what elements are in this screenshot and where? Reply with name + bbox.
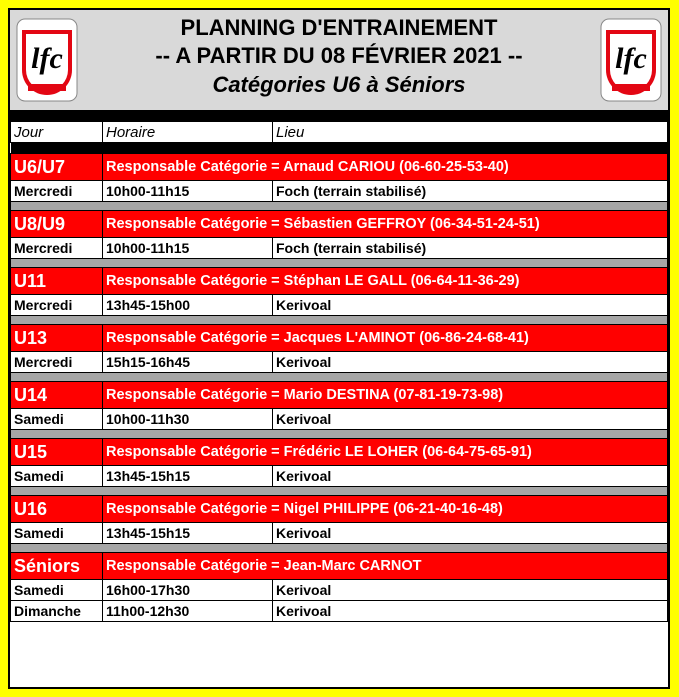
category-responsable: Responsable Catégorie = Jacques L'AMINOT (06-86-24-68-41) [103, 325, 668, 352]
club-logo-left-icon [16, 18, 78, 102]
session-day: Mercredi [11, 238, 103, 259]
schedule-table [10, 121, 668, 622]
svg-text:lfc: lfc [31, 42, 63, 75]
session-day: Mercredi [11, 181, 103, 202]
session-row [11, 352, 668, 373]
gray-separator [11, 373, 668, 382]
black-separator [11, 143, 668, 154]
category-code: U15 [11, 439, 103, 466]
column-header-day: Jour [11, 122, 103, 143]
session-place: Kerivoal [273, 580, 668, 601]
session-day: Mercredi [11, 295, 103, 316]
session-day: Samedi [11, 580, 103, 601]
gray-separator [11, 544, 668, 553]
category-responsable: Responsable Catégorie = Frédéric LE LOHER (06-64-75-65-91) [103, 439, 668, 466]
category-row [11, 154, 668, 181]
session-place: Foch (terrain stabilisé) [273, 238, 668, 259]
session-time: 10h00-11h30 [103, 409, 273, 430]
category-code: U16 [11, 496, 103, 523]
session-row [11, 466, 668, 487]
session-time: 13h45-15h15 [103, 466, 273, 487]
category-row [11, 211, 668, 238]
session-place: Kerivoal [273, 601, 668, 622]
session-day: Mercredi [11, 352, 103, 373]
session-place: Kerivoal [273, 295, 668, 316]
category-row [11, 496, 668, 523]
gray-separator [11, 487, 668, 496]
gray-separator [11, 259, 668, 268]
svg-text:lfc: lfc [615, 42, 647, 75]
session-row [11, 238, 668, 259]
session-place: Kerivoal [273, 352, 668, 373]
session-time: 11h00-12h30 [103, 601, 273, 622]
title-line-1: PLANNING D'ENTRAINEMENT [180, 15, 498, 40]
category-responsable: Responsable Catégorie = Stéphan LE GALL (06-64-11-36-29) [103, 268, 668, 295]
session-row [11, 295, 668, 316]
session-day: Samedi [11, 466, 103, 487]
planning-sheet [8, 8, 670, 689]
session-time: 10h00-11h15 [103, 238, 273, 259]
session-place: Kerivoal [273, 409, 668, 430]
category-responsable: Responsable Catégorie = Mario DESTINA (07-81-19-73-98) [103, 382, 668, 409]
title-line-3: Catégories U6 à Séniors [212, 72, 466, 97]
header-divider [10, 111, 668, 121]
category-row [11, 325, 668, 352]
session-place: Foch (terrain stabilisé) [273, 181, 668, 202]
session-row [11, 181, 668, 202]
column-header-row [11, 122, 668, 143]
category-code: U8/U9 [11, 211, 103, 238]
category-responsable: Responsable Catégorie = Sébastien GEFFROY (06-34-51-24-51) [103, 211, 668, 238]
session-day: Samedi [11, 523, 103, 544]
planning-title [80, 14, 598, 100]
session-place: Kerivoal [273, 523, 668, 544]
category-row [11, 268, 668, 295]
session-time: 15h15-16h45 [103, 352, 273, 373]
column-header-time: Horaire [103, 122, 273, 143]
session-row [11, 523, 668, 544]
category-code: U13 [11, 325, 103, 352]
category-row [11, 553, 668, 580]
gray-separator [11, 316, 668, 325]
category-code: U6/U7 [11, 154, 103, 181]
session-time: 16h00-17h30 [103, 580, 273, 601]
session-place: Kerivoal [273, 466, 668, 487]
category-responsable: Responsable Catégorie = Nigel PHILIPPE (06-21-40-16-48) [103, 496, 668, 523]
category-code: U14 [11, 382, 103, 409]
session-time: 13h45-15h00 [103, 295, 273, 316]
category-row [11, 439, 668, 466]
session-day: Dimanche [11, 601, 103, 622]
category-code: Séniors [11, 553, 103, 580]
gray-separator [11, 202, 668, 211]
session-day: Samedi [11, 409, 103, 430]
session-row [11, 580, 668, 601]
category-row [11, 382, 668, 409]
title-line-2: -- A PARTIR DU 08 FÉVRIER 2021 -- [155, 43, 523, 68]
gray-separator [11, 430, 668, 439]
category-responsable: Responsable Catégorie = Arnaud CARIOU (06-60-25-53-40) [103, 154, 668, 181]
session-time: 13h45-15h15 [103, 523, 273, 544]
session-row [11, 409, 668, 430]
club-logo-right-icon [600, 18, 662, 102]
category-responsable: Responsable Catégorie = Jean-Marc CARNOT [103, 553, 668, 580]
category-code: U11 [11, 268, 103, 295]
session-time: 10h00-11h15 [103, 181, 273, 202]
column-header-place: Lieu [273, 122, 668, 143]
session-row [11, 601, 668, 622]
planning-header [10, 10, 668, 111]
